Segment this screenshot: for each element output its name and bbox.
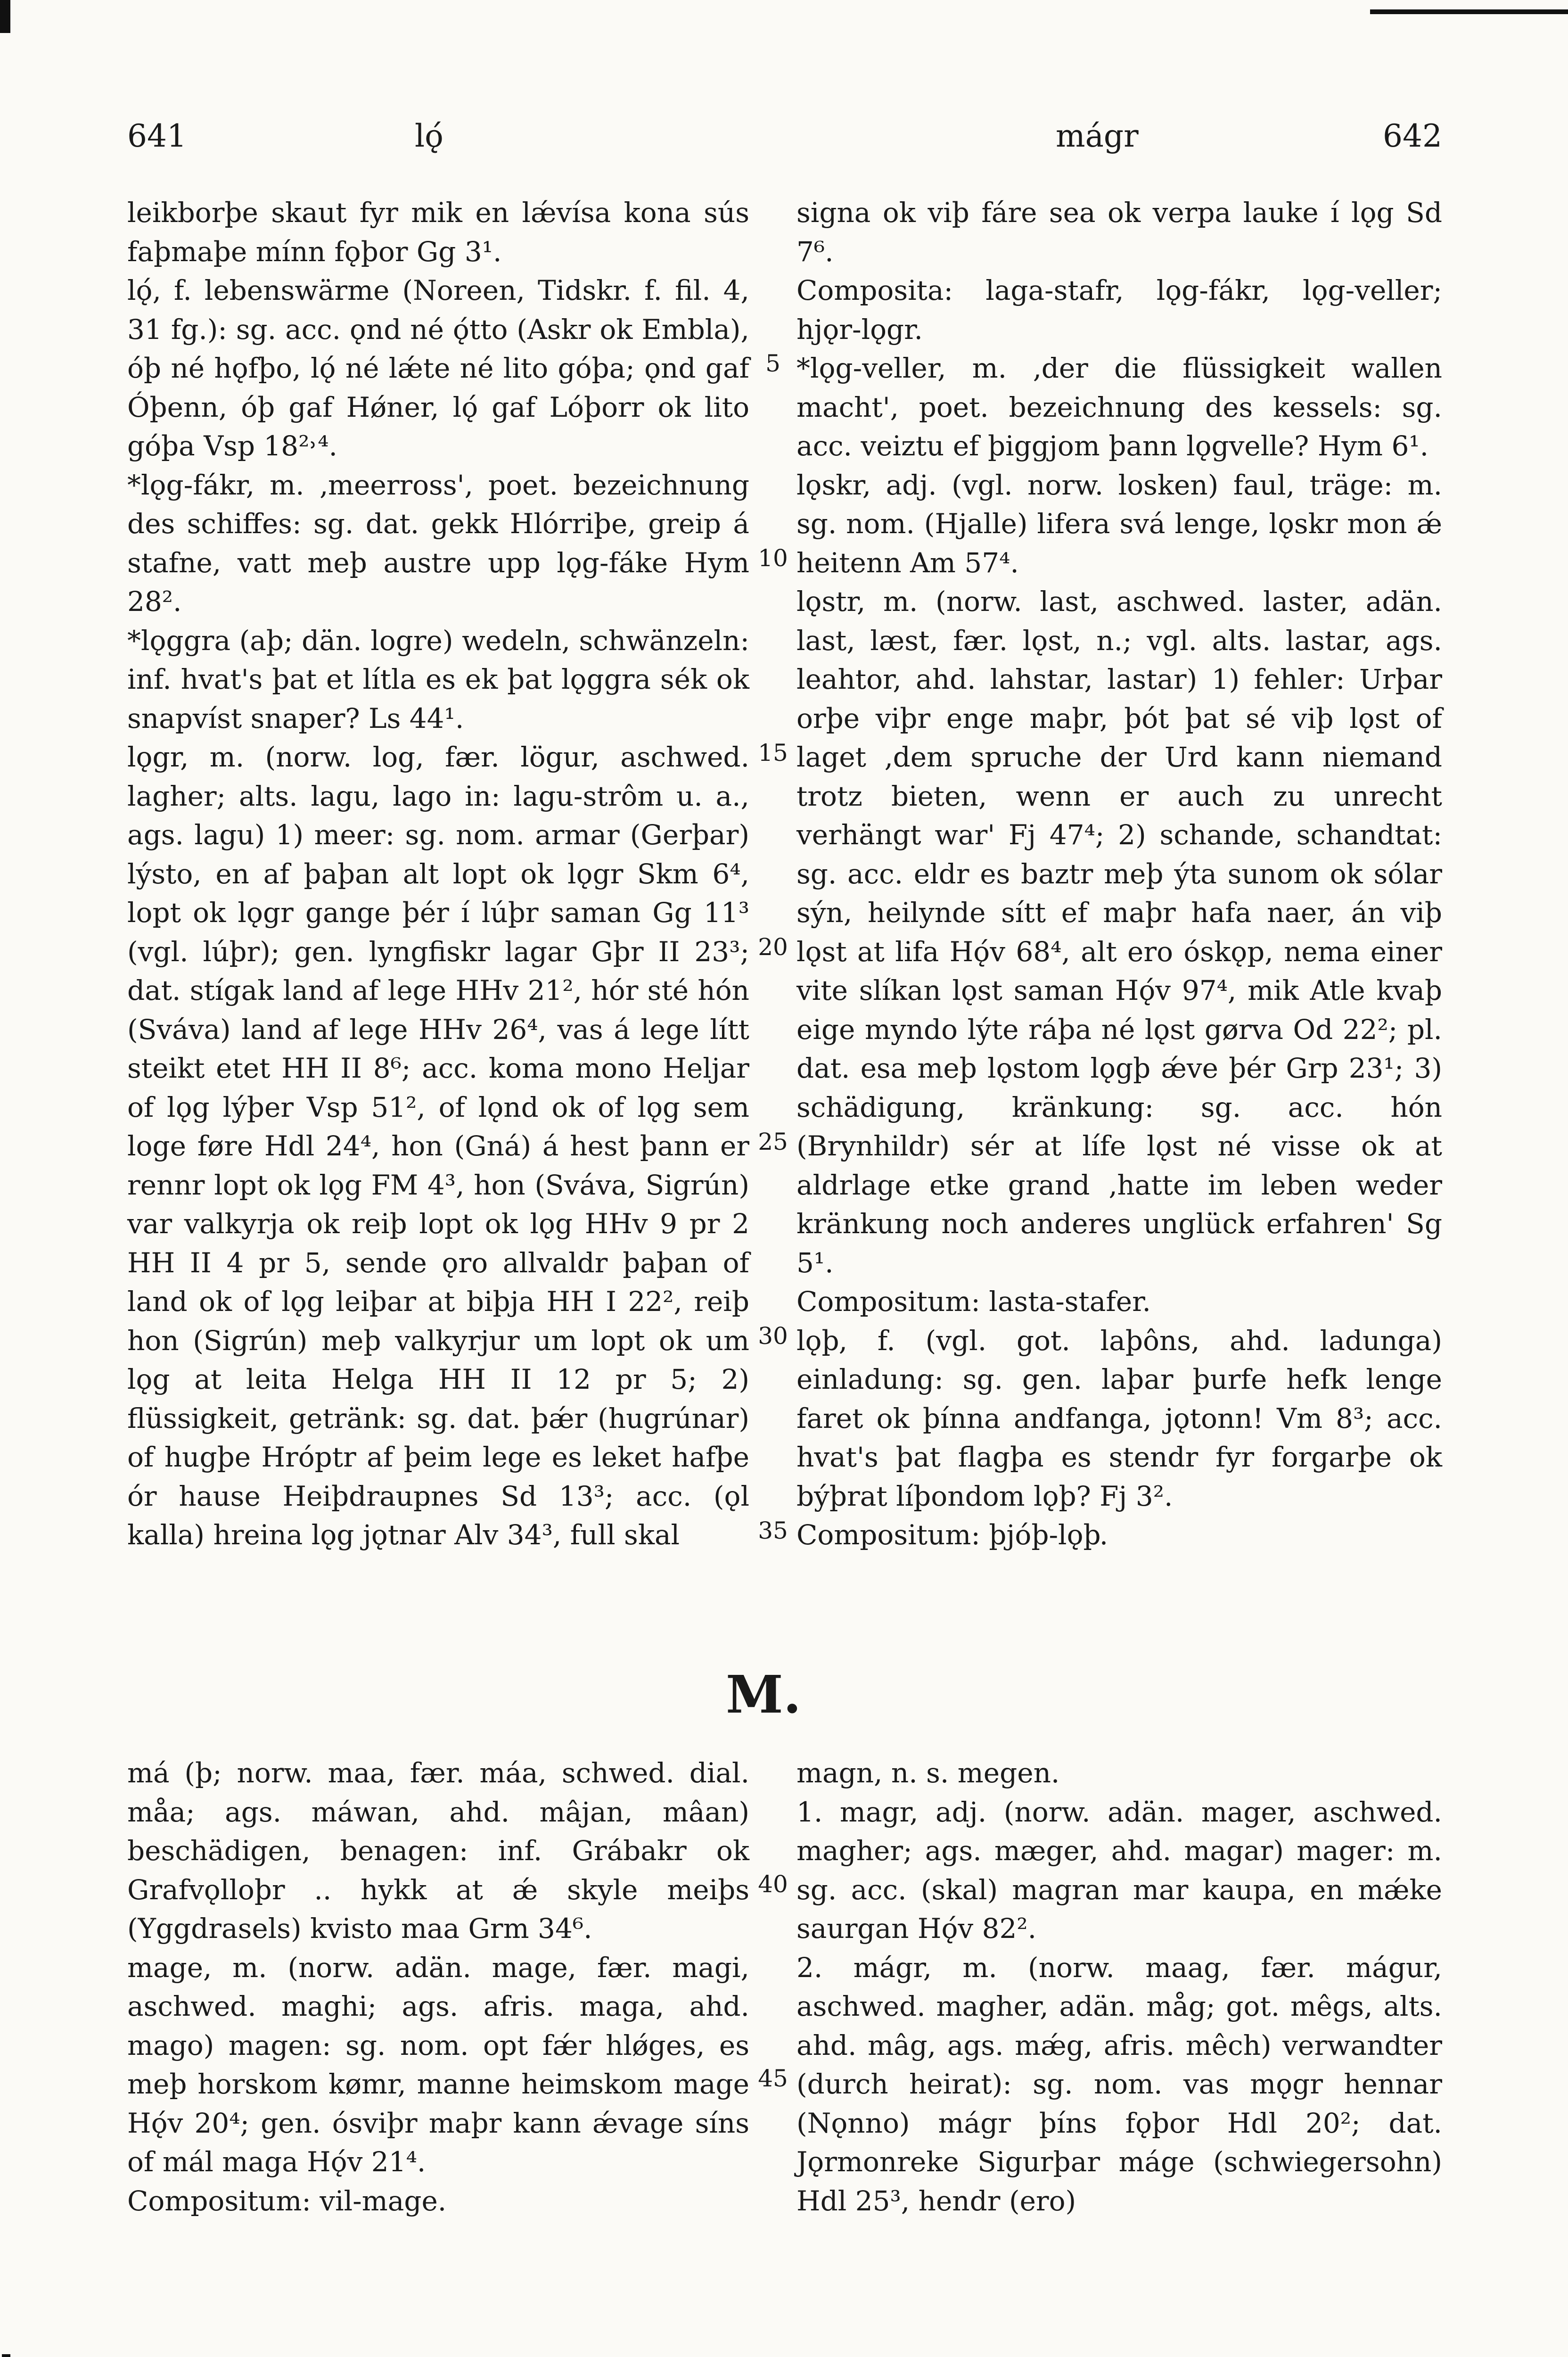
line-number: 35: [758, 1517, 788, 1544]
left-column-bottom: [127, 1754, 749, 2220]
entry-paragraph: lǫþ, f. (vgl. got. laþôns, ahd. ladunga) einladung: sg. gen. laþar þurfe hefk lenge faret ok þínna andfanga, jǫtonn! Vm 8³; acc. hvat's þat flagþa es stendr fyr forgarþe ok býþrat líþondom lǫþ? Fj 3².: [796, 1324, 1442, 1512]
page-number-right: 642: [1383, 118, 1442, 154]
line-number: 40: [758, 1871, 788, 1898]
line-number: 20: [758, 933, 788, 961]
running-headword-left: lǫ́: [415, 118, 443, 154]
entry-paragraph: Compositum: þjóþ-lǫþ.: [796, 1519, 1108, 1551]
line-number: 5: [765, 350, 780, 377]
entry-paragraph: Compositum: vil-mage.: [127, 2184, 447, 2217]
line-number: 30: [758, 1322, 788, 1350]
line-number: 15: [758, 739, 788, 766]
entry-paragraph: lǫstr, m. (norw. last, aschwed. laster, adän. last, læst, fær. lǫst, n.; vgl. alts. lastar, ags. leahtor, ahd. lahstar, lastar) 1) fehler: Urþar orþe viþr enge maþr, þót þat sé viþ lǫst of laget ‚dem spruche der Urd kann niemand trotz bieten, wenn er auch zu unrecht verhängt war' Fj 47⁴; 2) schande, schandtat: sg. acc. eldr es baztr meþ ýta sunom ok sólar sýn, heilynde sítt ef maþr hafa naer, án viþ lǫst at lifa Hǫ́v 68⁴, alt ero óskǫp, nema einer vite slíkan lǫst saman Hǫ́v 97⁴, mik Atle kvaþ eige myndo lýte ráþa né lǫst gørva Od 22²; pl. dat. esa meþ lǫstom lǫgþ ǽve þér Grp 23¹; 3) schädigung, kränkung: sg. acc. hón (Brynhildr) sér at lífe lǫst né visse ok at aldrlage etke grand ‚hatte im leben weder kränkung noch anderes unglück erfahren' Sg 5¹.: [796, 585, 1442, 1279]
line-number: 25: [758, 1128, 788, 1155]
line-number: 45: [758, 2065, 788, 2092]
entry-paragraph: mage, m. (norw. adän. mage, fær. magi, aschwed. maghi; ags. afris. maga, ahd. mago) magen: sg. nom. opt fǽr hlǿges, es meþ horskom kømr, manne heimskom mage Hǫ́v 20⁴; gen. ósviþr maþr kann ǽvage síns of mál maga Hǫ́v 21⁴.: [127, 1951, 749, 2178]
scan-edge-mark: [1370, 9, 1568, 14]
entry-paragraph: lǫskr, adj. (vgl. norw. losken) faul, träge: m. sg. nom. (Hjalle) lifera svá lenge, lǫskr mon ǽ heitenn Am 57⁴.: [796, 469, 1442, 579]
right-column-top: [796, 193, 1442, 1555]
line-number: 10: [758, 544, 788, 572]
right-column-bottom: [796, 1754, 1442, 2220]
running-headword-right: mágr: [1056, 118, 1139, 154]
page-number-left: 641: [127, 118, 187, 154]
entry-paragraph: leikborþe skaut fyr mik en lǽvísa kona sús faþmaþe mínn fǫþor Gg 3¹.: [127, 197, 749, 268]
scan-edge-mark: [2, 2354, 10, 2357]
entry-paragraph: lǫ́, f. lebenswärme (Noreen, Tidskr. f. fil. 4, 31 fg.): sg. acc. ǫnd né ǫ́tto (Askr ok Embla), óþ né hǫfþo, lǫ́ né lǽte né lito góþa; ǫnd gaf Óþenn, óþ gaf Hǿner, lǫ́ gaf Lóþorr ok lito góþa Vsp 18²˒⁴.: [127, 274, 749, 462]
entry-paragraph: *lǫggra (aþ; dän. logre) wedeln, schwänzeln: inf. hvat's þat et lítla es ek þat lǫggra sék ok snapvíst snaper? Ls 44¹.: [127, 624, 749, 734]
entry-paragraph: 1. magr, adj. (norw. adän. mager, aschwed. magher; ags. mæger, ahd. magar) mager: m. sg. acc. (skal) magran mar kaupa, en mǽke saurgan Hǫ́v 82².: [796, 1796, 1442, 1945]
left-column-top: [127, 193, 749, 1555]
entry-paragraph: 2. mágr, m. (norw. maag, fær. mágur, aschwed. magher, adän. måg; got. mêgs, alts. ahd. mâg, ags. mǽg, afris. mêch) verwandter (durch heirat): sg. nom. vas mǫgr hennar (Nǫnno) mágr þíns fǫþor Hdl 20²; dat. Jǫrmonreke Sigurþar máge (schwiegersohn) Hdl 25³, hendr (ero): [796, 1951, 1442, 2217]
entry-paragraph: magn, n. s. megen.: [796, 1757, 1060, 1789]
entry-paragraph: lǫgr, m. (norw. log, fær. lögur, aschwed. lagher; alts. lagu, lago in: lagu-strôm u. a., ags. lagu) 1) meer: sg. nom. armar (Gerþar) lýsto, en af þaþan alt lopt ok lǫgr Skm 6⁴, lopt ok lǫgr gange þér í lúþr saman Gg 11³ (vgl. lúþr); gen. lyngfiskr lagar Gþr II 23³; dat. stígak land af lege HHv 21², hór sté hón (Sváva) land af lege HHv 26⁴, vas á lege lítt steikt etet HH II 8⁶; acc. koma mono Heljar of lǫg lýþer Vsp 51², of lǫnd ok of lǫg sem loge føre Hdl 24⁴, hon (Gná) á hest þann er rennr lopt ok lǫg FM 4³, hon (Sváva, Sigrún) var valkyrja ok reiþ lopt ok lǫg HHv 9 pr 2 HH II 4 pr 5, sende ǫro allvaldr þaþan of land ok of lǫg leiþar at biþja HH I 22², reiþ hon (Sigrún) meþ valkyrjur um lopt ok um lǫg at leita Helga HH II 12 pr 5; 2) flüssigkeit, getränk: sg. dat. þǽr (hugrúnar) of hugþe Hróptr af þeim lege es leket hafþe ór hause Heiþdraupnes Sd 13³; acc. (ǫl kalla) hreina lǫg jǫtnar Alv 34³, full skal: [127, 741, 749, 1551]
entry-paragraph: signa ok viþ fáre sea ok verpa lauke í lǫg Sd 7⁶.: [796, 197, 1442, 268]
section-letter-heading: M.: [725, 1664, 802, 1725]
scan-edge-mark: [0, 0, 10, 33]
entry-paragraph: má (þ; norw. maa, fær. máa, schwed. dial. måa; ags. máwan, ahd. mâjan, mâan) beschädigen, benagen: inf. Grábakr ok Grafvǫlloþr .. hykk at ǽ skyle meiþs (Yggdrasels) kvisto maa Grm 34⁶.: [127, 1757, 749, 1945]
entry-paragraph: *lǫg-veller, m. ‚der die flüssigkeit wallen macht', poet. bezeichnung des kessels: sg. acc. veiztu ef þiggjom þann lǫgvelle? Hym 6¹.: [796, 352, 1442, 462]
entry-paragraph: *lǫg-fákr, m. ‚meerross', poet. bezeichnung des schiffes: sg. dat. gekk Hlórriþe, greip á stafne, vatt meþ austre upp lǫg-fáke Hym 28².: [127, 469, 749, 618]
entry-paragraph: Composita: laga-stafr, lǫg-fákr, lǫg-veller; hjǫr-lǫgr.: [796, 274, 1442, 346]
page-header: [127, 118, 1442, 170]
entry-paragraph: Compositum: lasta-stafer.: [796, 1286, 1151, 1318]
